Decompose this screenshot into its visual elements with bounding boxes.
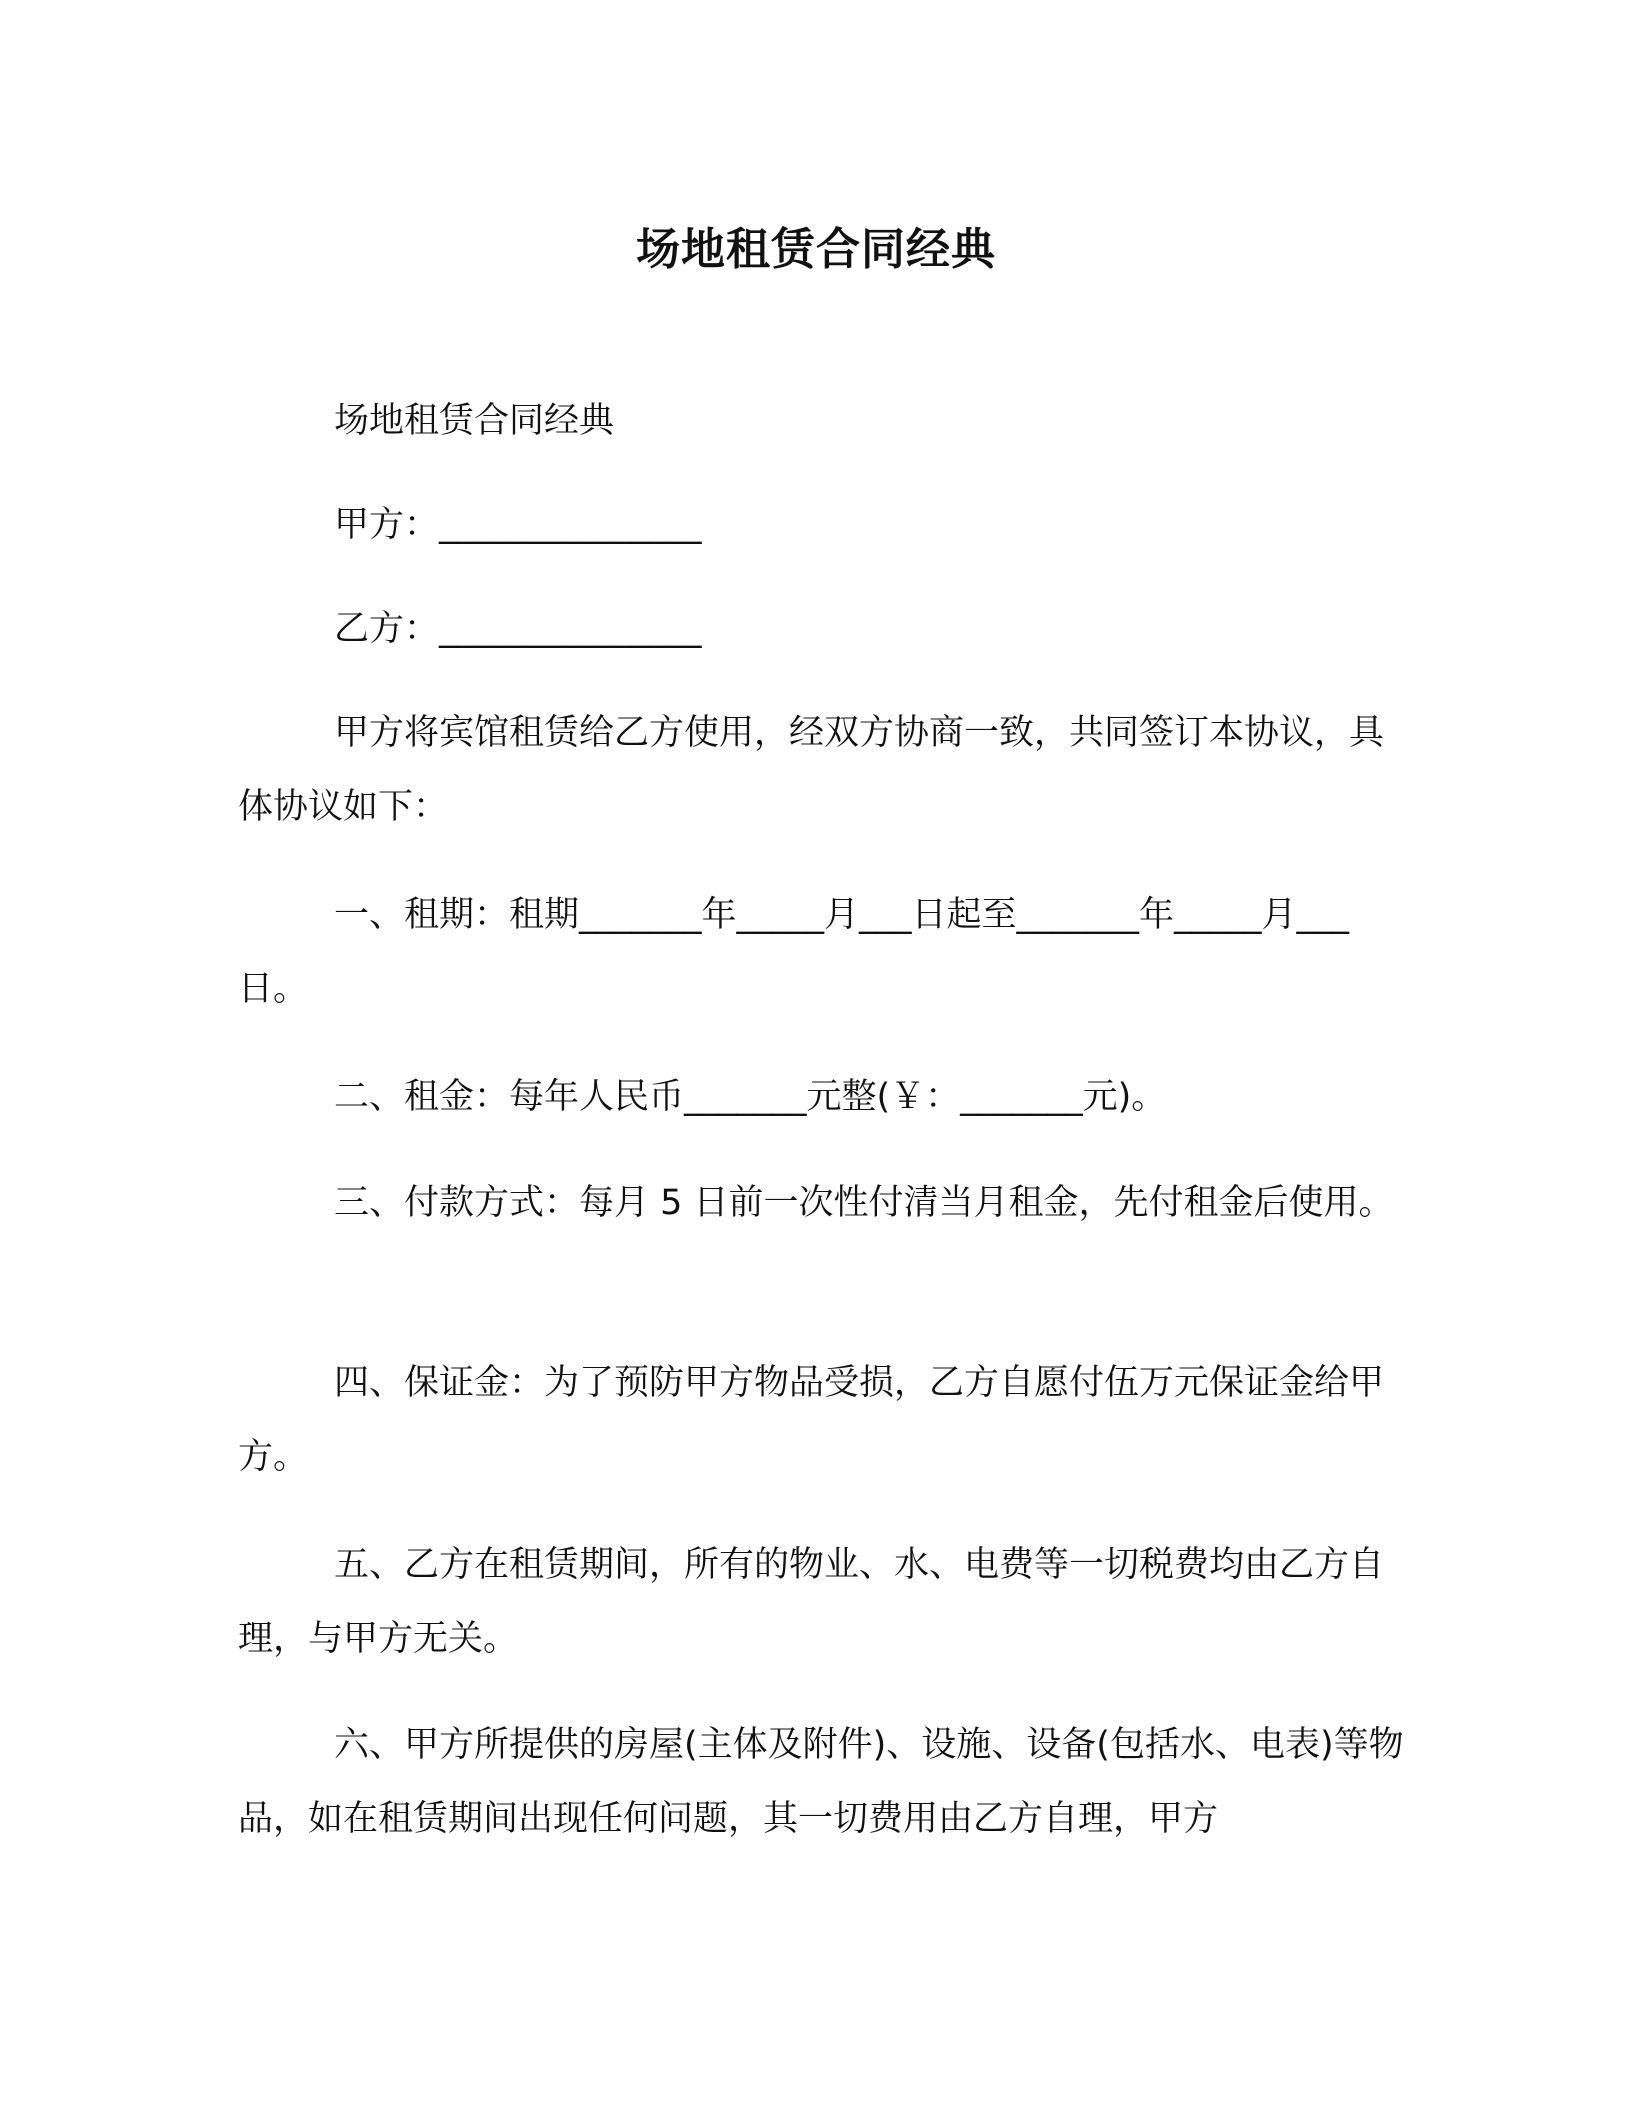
intro-paragraph: 甲方将宾馆租赁给乙方使用，经双方协商一致，共同签订本协议，具体协议如下： [238, 713, 1385, 827]
clause-1-term: 一、租期：租期_______年_____月___日起至_______年_____月___日。 [238, 895, 1350, 1009]
party-a-line: 甲方：_______________ [334, 505, 702, 545]
clause-5-fees: 五、乙方在租赁期间，所有的物业、水、电费等一切税费均由乙方自理，与甲方无关。 [238, 1545, 1385, 1659]
clause-6-facilities: 六、甲方所提供的房屋(主体及附件)、设施、设备(包括水、电表)等物品，如在租赁期间出现任何问题，其一切费用由乙方自理，甲方 [238, 1725, 1404, 1839]
clause-3-payment: 三、付款方式：每月 5 日前一次性付清当月租金，先付租金后使用。 [334, 1183, 1394, 1223]
clause-2-rent: 二、租金：每年人民币_______元整(￥：_______元)。 [334, 1077, 1167, 1117]
clause-4-deposit: 四、保证金：为了预防甲方物品受损，乙方自愿付伍万元保证金给甲方。 [238, 1363, 1385, 1477]
party-b-line: 乙方：_______________ [334, 609, 702, 649]
document-title: 场地租赁合同经典 [636, 224, 996, 275]
document-subtitle: 场地租赁合同经典 [334, 401, 615, 441]
